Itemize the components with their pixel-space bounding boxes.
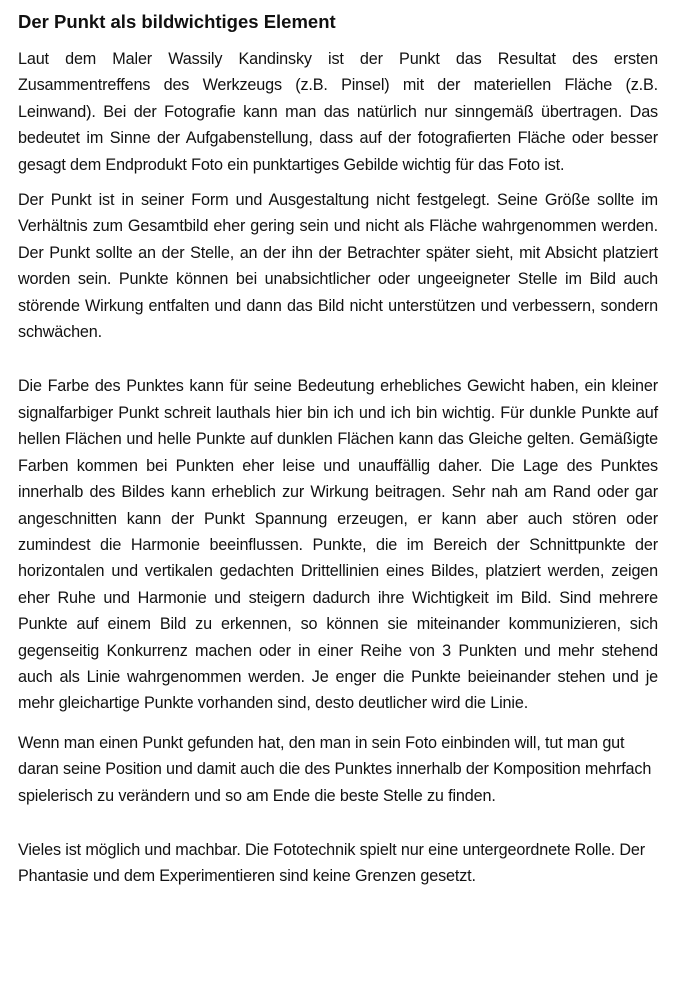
paragraph-color: Die Farbe des Punktes kann für seine Bedeutung erhebliches Gewicht haben, ein kleiner signalfarbiger Punkt schreit lauthals hier bin ich und ich bin wichtig. Für dunkle Punkte auf hellen Flächen und helle Punkte auf dunklen Flächen kann das Gleiche gelten. Gemäßigte Farben kommen bei Punkten eher leise und unauffällig daher. Die Lage des Punktes innerhalb des Bildes kann erheblich zur Wirkung beitragen. Sehr nah am Rand oder gar angeschnitten kann der Punkt Spannung erzeugen, er kann aber auch stören oder zumindest die Harmonie beeinflussen. Punkte, die im Bereich der Schnittpunkte der horizontalen und vertikalen gedachten Drittellinien eines Bildes, platziert werden, zeigen eher Ruhe und Harmonie und steigern dadurch ihre Wichtigkeit im Bild. Sind mehrere Punkte auf einem Bild zu erkennen, so können sie miteinander kommunizieren, sich gegenseitig Konkurrenz machen oder in einer Reihe von 3 Punkten und mehr stehend auch als Linie wahrgenommen werden. Je enger die Punkte beieinander stehen und je mehr gleichartige Punkte vorhanden sind, desto deutlicher wird die Linie. <box>18 377 658 713</box>
paragraph-form: Der Punkt ist in seiner Form und Ausgestaltung nicht festgelegt. Seine Größe sollte im Verhältnis zum Gesamtbild eher gering sein und nicht als Fläche wahrgenommen werden. Der Punkt sollte an der Stelle, an der ihn der Betrachter später sieht, mit Absicht platziert worden sein. Punkte können bei unabsichtlicher oder ungeeigneter Stelle im Bild auch störende Wirkung entfalten und dann das Bild nicht unterstützen und verbessern, sondern schwächen. <box>18 191 658 342</box>
paragraph-conclusion: Vieles ist möglich und machbar. Die Fototechnik spielt nur eine untergeordnete Rolle. Der Phantasie und dem Experimentieren sind keine Grenzen gesetzt. <box>18 840 646 886</box>
document-title: Der Punkt als bildwichtiges Element <box>18 11 336 32</box>
paragraph-kandinsky: Laut dem Maler Wassily Kandinsky ist der Punkt das Resultat des ersten Zusammentreffens des Werkzeugs (z.B. Pinsel) mit der materiellen Fläche (z.B. Leinwand). Bei der Fotografie kann man das natürlich nur sinngemäß übertragen. Das bedeutet im Sinne der Aufgabenstellung, dass auf der fotografierten Fläche oder besser gesagt dem Endprodukt Foto ein punktartiges Gebilde wichtig für das Foto ist. <box>18 50 658 174</box>
document-page <box>18 10 658 890</box>
paragraph-position: Wenn man einen Punkt gefunden hat, den man in sein Foto einbinden will, tut man gut daran seine Position und damit auch die des Punktes innerhalb der Komposition mehrfach spielerisch zu verändern und so am Ende die beste Stelle zu finden. <box>18 733 652 805</box>
